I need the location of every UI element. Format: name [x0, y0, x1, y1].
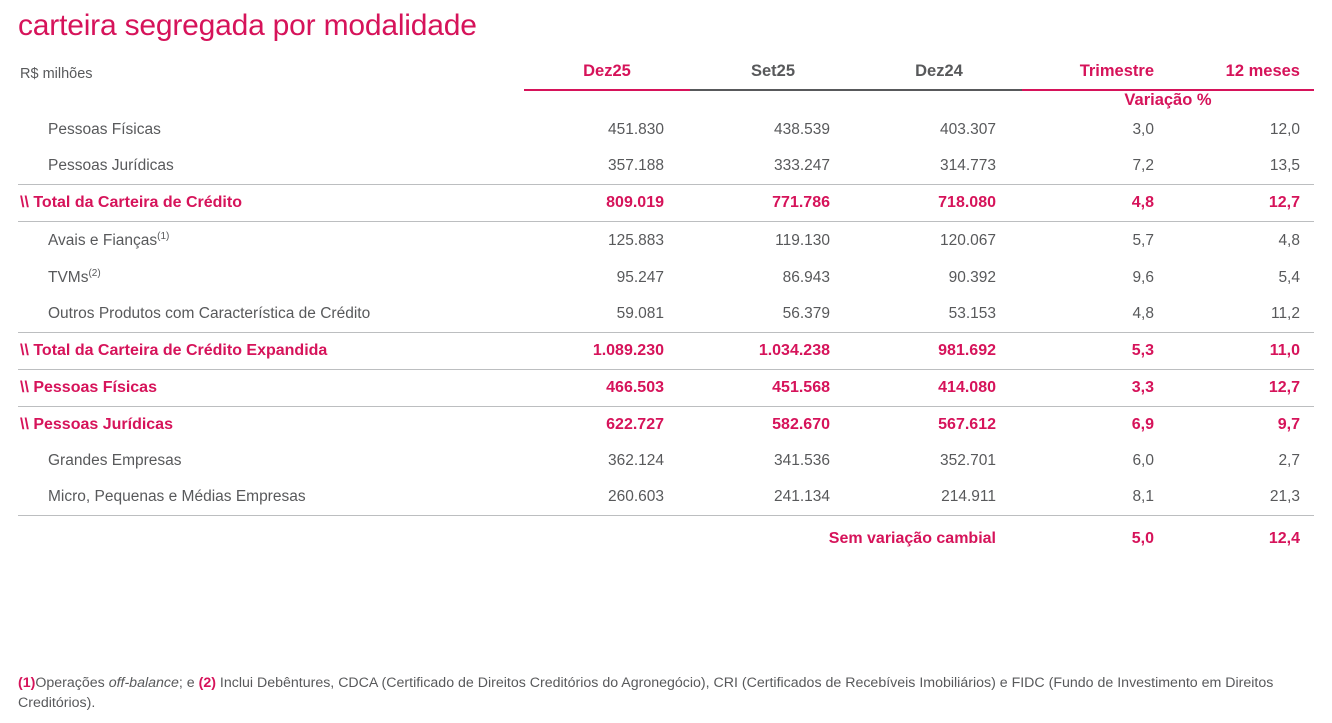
- table-row-footer: [18, 516, 1314, 558]
- row-label: Avais e Fianças$^{(1)}$: [48, 231, 170, 250]
- column-header-trimestre: Trimestre: [1022, 58, 1168, 90]
- row-label: \\ Total da Carteira de Crédito Expandida: [18, 333, 524, 370]
- footnote-1-text-a: Operações: [35, 674, 109, 691]
- table-row: [18, 259, 1314, 296]
- spacer-cell: [690, 90, 856, 112]
- footnote-1-italic: off-balance: [108, 674, 179, 691]
- row-label: Micro, Pequenas e Médias Empresas: [18, 479, 524, 516]
- cell-set25: 771.786: [690, 185, 856, 222]
- cell-dez24: 90.392: [948, 268, 996, 286]
- cell-dez25: 809.019: [524, 185, 690, 222]
- cell-12-meses: 5,4: [1278, 268, 1300, 286]
- cell-dez24: 567.612: [938, 416, 996, 434]
- cell-dez24: 120.067: [939, 231, 996, 249]
- spacer-cell: [524, 90, 690, 112]
- table-row: [18, 443, 1314, 479]
- table-row-total: [18, 185, 1314, 222]
- variation-group-header-row: [18, 90, 1314, 112]
- table-row-total: [18, 370, 1314, 407]
- table-row: [18, 222, 1314, 260]
- row-label: \\ Total da Carteira de Crédito: [18, 185, 524, 222]
- cell-dez24: 53.153: [856, 296, 1022, 333]
- column-header-12-meses: 12 meses: [1168, 58, 1314, 90]
- cell-dez24: 314.773: [856, 148, 1022, 185]
- cell-12-meses: 11,0: [1168, 333, 1314, 370]
- cell-set25: 86.943: [782, 268, 830, 286]
- spacer-cell: [856, 90, 1022, 112]
- page-title: carteira segregada por modalidade: [18, 9, 477, 42]
- table-header: [18, 58, 1314, 90]
- cell-trimestre: 3,0: [1132, 121, 1154, 138]
- cell-dez25: 1.089.230: [524, 333, 690, 370]
- cell-dez24: 403.307: [939, 121, 996, 138]
- footnote-marker: (2): [88, 268, 101, 280]
- row-label: TVMs$^{(2)}$: [48, 268, 101, 287]
- column-header-row: [18, 58, 1314, 90]
- cell-dez24: 214.911: [856, 479, 1022, 516]
- column-header-dez25: Dez25: [524, 58, 690, 90]
- cell-12-meses: 2,7: [1278, 452, 1300, 470]
- cell-trimestre: 5,0: [1131, 530, 1154, 548]
- cell-trimestre: 4,8: [1022, 296, 1168, 333]
- cell-set25: 582.670: [772, 416, 830, 434]
- cell-trimestre: 7,2: [1022, 148, 1168, 185]
- cell-trimestre: 6,9: [1131, 416, 1154, 434]
- row-label: Pessoas Jurídicas: [18, 148, 524, 185]
- spacer-cell: [18, 90, 524, 112]
- table-row: [18, 148, 1314, 185]
- credit-portfolio-table: [18, 58, 1314, 557]
- cell-12-meses: 12,4: [1268, 530, 1300, 548]
- cell-dez25: 95.247: [616, 268, 664, 286]
- cell-trimestre: 4,8: [1022, 185, 1168, 222]
- unit-label: R$ milhões: [20, 66, 93, 82]
- cell-12-meses: 12,7: [1168, 370, 1314, 407]
- cell-dez25: 125.883: [607, 231, 664, 249]
- footnote-marker: (1): [157, 231, 170, 242]
- cell-dez25: 362.124: [607, 452, 664, 470]
- cell-dez25: 466.503: [524, 370, 690, 407]
- cell-trimestre: 3,3: [1022, 370, 1168, 407]
- cell-dez25: 451.830: [607, 121, 664, 138]
- row-label: Pessoas Físicas: [48, 121, 161, 138]
- cell-set25: 119.130: [775, 231, 830, 249]
- row-label: Grandes Empresas: [48, 452, 182, 470]
- footnote-2-text: Inclui Debêntures, CDCA (Certificado de Direitos Creditórios do Agronegócio), CRI (Certificados de Recebíveis Imobiliários) e FIDC (Fundo de Investimento em Direitos Creditórios).: [18, 674, 1274, 711]
- cell-12-meses: 9,7: [1277, 416, 1300, 434]
- cell-trimestre: 8,1: [1022, 479, 1168, 516]
- cell-12-meses: 12,7: [1168, 185, 1314, 222]
- table-row-total: [18, 333, 1314, 370]
- cell-set25: 451.568: [690, 370, 856, 407]
- cell-set25: 341.536: [773, 452, 830, 470]
- sem-variacao-cambial-label: Sem variação cambial: [828, 530, 996, 548]
- row-label: Outros Produtos com Característica de Crédito: [18, 296, 524, 333]
- table-body: [18, 112, 1314, 557]
- cell-trimestre: 9,6: [1132, 268, 1154, 286]
- cell-dez25: 357.188: [524, 148, 690, 185]
- table-row: [18, 479, 1314, 516]
- table-row: [18, 296, 1314, 333]
- table-row: [18, 112, 1314, 148]
- cell-set25: 1.034.238: [690, 333, 856, 370]
- cell-trimestre: 5,7: [1132, 231, 1154, 249]
- footnote-1-text-b: ; e: [178, 674, 199, 691]
- cell-trimestre: 5,3: [1022, 333, 1168, 370]
- cell-dez24: 718.080: [856, 185, 1022, 222]
- cell-dez24: 352.701: [939, 452, 996, 470]
- cell-12-meses: 11,2: [1168, 296, 1314, 333]
- cell-dez24: 414.080: [856, 370, 1022, 407]
- column-header-set25: Set25: [690, 58, 856, 90]
- cell-trimestre: 6,0: [1132, 452, 1154, 470]
- table-row-total: [18, 407, 1314, 444]
- cell-12-meses: 13,5: [1168, 148, 1314, 185]
- row-label: \\ Pessoas Físicas: [18, 370, 524, 407]
- column-header-dez24: Dez24: [856, 58, 1022, 90]
- cell-dez25: 260.603: [524, 479, 690, 516]
- cell-dez25: 59.081: [524, 296, 690, 333]
- variation-group-label: Variação %: [1124, 91, 1212, 109]
- cell-12-meses: 4,8: [1278, 231, 1300, 249]
- footnote-1-marker: (1): [18, 674, 36, 691]
- cell-12-meses: 12,0: [1269, 121, 1300, 138]
- cell-12-meses: 21,3: [1168, 479, 1314, 516]
- footnote-2-marker: (2): [198, 674, 216, 691]
- cell-set25: 333.247: [690, 148, 856, 185]
- footnotes: [18, 673, 1314, 713]
- cell-set25: 241.134: [690, 479, 856, 516]
- row-label: \\ Pessoas Jurídicas: [20, 416, 173, 434]
- cell-set25: 438.539: [773, 121, 830, 138]
- cell-dez25: 622.727: [606, 416, 664, 434]
- cell-dez24: 981.692: [856, 333, 1022, 370]
- cell-set25: 56.379: [690, 296, 856, 333]
